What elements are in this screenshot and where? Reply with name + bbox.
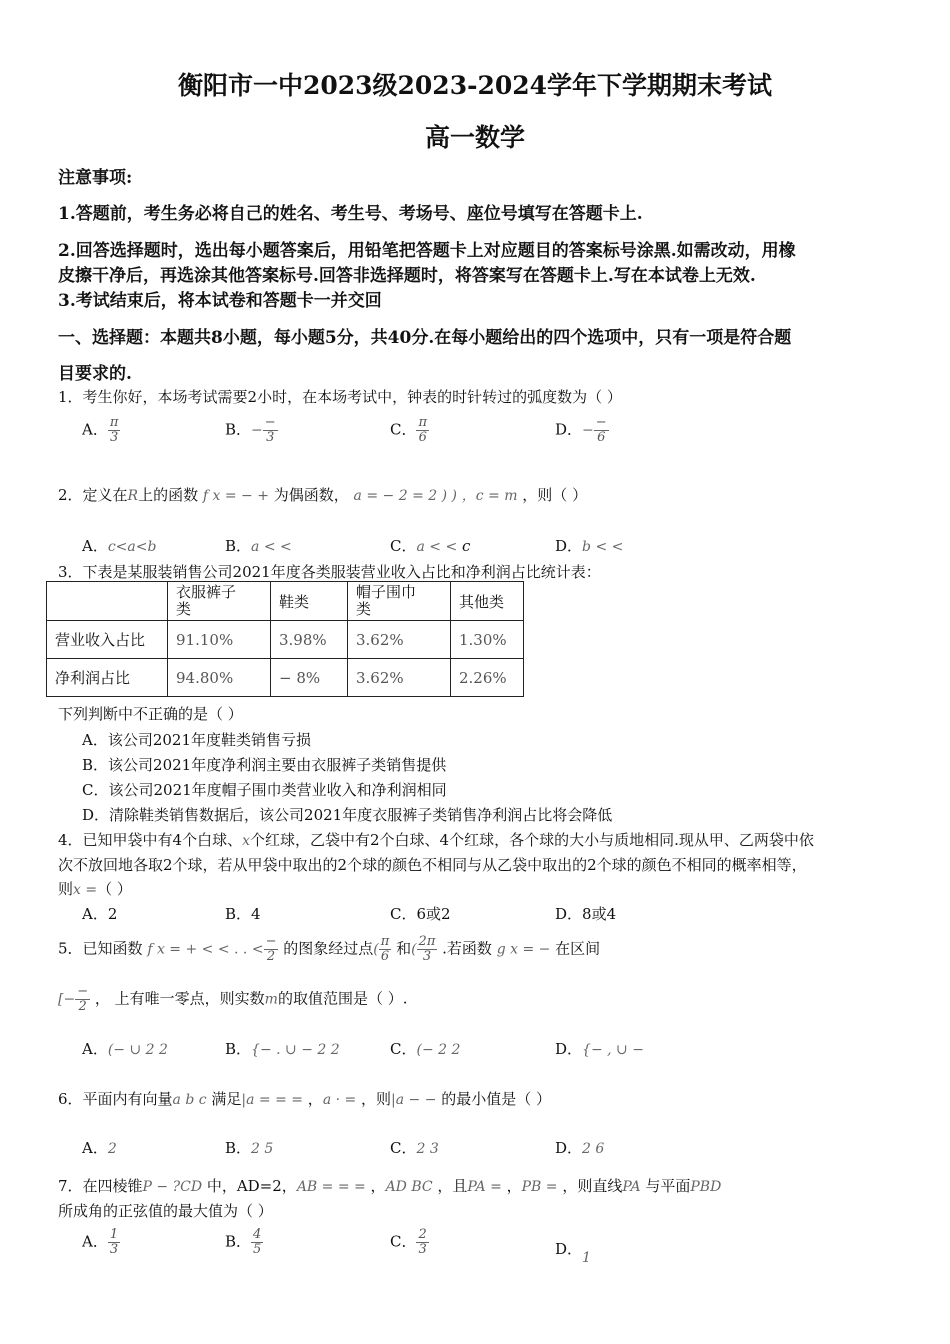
table-row (47, 621, 524, 659)
q5-option-a: A．(− ∪ 2 2 (82, 1040, 168, 1058)
q6-option-a: A．2 (82, 1139, 117, 1157)
q5-option-b: B．{− . ∪ − 2 2 (225, 1040, 340, 1058)
table-header-cell (47, 582, 168, 621)
table-row (47, 659, 524, 697)
table-cell: − 8% (271, 659, 348, 697)
section-heading-line2: 目要求的. (58, 364, 132, 384)
table-header-cell: 衣服裤子 类 (168, 582, 271, 621)
section-heading-line1: 一、选择题：本题共8小题，每小题5分，共40分.在每小题给出的四个选项中，只有一项是符合题 (58, 328, 792, 348)
q3-option-d: D．清除鞋类销售数据后，该公司2021年度衣服裤子类销售净利润占比将会降低 (82, 806, 613, 824)
q7-option-a: A． $\frac{1}{3}$ (82, 1227, 119, 1257)
q4-line2: 次不放回地各取2个球，若从甲袋中取出的2个球的颜色不相同与从乙袋中取出的2个球的颜色不相同的概率相等， (58, 856, 807, 874)
q3-question: 下列判断中不正确的是（ ） (58, 705, 243, 723)
q6-option-b: B．2 5 (225, 1139, 274, 1157)
q4-line1: 4．已知甲袋中有4个白球、x个红球，乙袋中有2个白球、4个红球，各个球的大小与质地相同.现从甲、乙两袋中依 (58, 831, 814, 849)
q2-stem: 2．定义在R上的函数 f x = − + 为偶函数， a = − 2 = 2 ) ) ，c = m ，则（ ） (58, 486, 588, 504)
notice-heading: 注意事项: (58, 168, 133, 188)
table-cell: 3.62% (348, 659, 451, 697)
q1-option-b: B．− $\frac{-}{3}$ (225, 415, 276, 445)
table-cell: 营业收入占比 (47, 621, 168, 659)
q5-option-c: C．(− 2 2 (390, 1040, 461, 1058)
table-header-row (47, 582, 524, 621)
subject-title: 高一数学 (424, 123, 525, 152)
table-cell: 2.26% (451, 659, 524, 697)
q2-option-b: B．a < < (225, 537, 292, 555)
q5-option-d: D．{− , ∪ − (555, 1040, 644, 1058)
q1-option-d: D．− $\frac{-}{6}$ (555, 415, 607, 445)
table-cell: 94.80% (168, 659, 271, 697)
q4-option-d: D．8或4 (555, 905, 617, 923)
q7-option-b: B． $\frac{4}{5}$ (225, 1227, 262, 1257)
q4-option-a: A．2 (82, 905, 118, 923)
q1-stem: 1．考生你好，本场考试需要2小时，在本场考试中，钟表的时针转过的弧度数为（ ） (58, 388, 622, 406)
table-cell: 净利润占比 (47, 659, 168, 697)
q2-option-c: C．a < < c (390, 537, 471, 555)
q7-option-c: C． $\frac{2}{3}$ (390, 1227, 427, 1257)
table-cell: 3.62% (348, 621, 451, 659)
table-cell: 91.10% (168, 621, 271, 659)
table-header-cell: 鞋类 (271, 582, 348, 621)
table-cell: 3.98% (271, 621, 348, 659)
q4-option-b: B．4 (225, 905, 261, 923)
q3-stem: 3．下表是某服装销售公司2021年度各类服装营业收入占比和净利润占比统计表： (58, 563, 601, 581)
q1-option-a: A． $\frac{\pi}{3}$ (82, 415, 119, 445)
notice-item-1: 1.答题前，考生务必将自己的姓名、考生号、考场号、座位号填写在答题卡上. (58, 204, 643, 224)
q5-line1: 5．已知函数 f x = + < < . . < $\frac{-}{2}$ 的图象经过点( $\frac{\pi}{6}$ 和( $\frac{2\pi}{3}$ .若函数 g x = − 在区间 (58, 934, 601, 964)
q2-option-a: A．c<a<b (82, 537, 157, 555)
exam-title: 衡阳市一中2023级2023-2024学年下学期期末考试 (177, 71, 773, 100)
q4-option-c: C．6或2 (390, 905, 451, 923)
q7-stem: 7．在四棱锥P − ?CD 中，AD=2，AB = = = ，AD BC ，且PA = ，PB = ，则直线PA 与平面PBD (58, 1177, 722, 1195)
q6-option-c: C．2 3 (390, 1139, 439, 1157)
q6-option-d: D．2 6 (555, 1139, 605, 1157)
q2-option-d: D．b < < (555, 537, 624, 555)
notice-item-3: 3.考试结束后，将本试卷和答题卡一并交回 (58, 291, 382, 311)
q7-option-d: D．1 (555, 1240, 591, 1266)
q3-option-c: C．该公司2021年度帽子围巾类营业收入和净利润相同 (82, 781, 447, 799)
q1-option-c: C． $\frac{\pi}{6}$ (390, 415, 428, 445)
q3-statistics-table (46, 581, 524, 697)
table-cell: 1.30% (451, 621, 524, 659)
q3-option-a: A．该公司2021年度鞋类销售亏损 (82, 731, 312, 749)
notice-item-2-line1: 2.回答选择题时，选出每小题答案后，用铅笔把答题卡上对应题目的答案标号涂黑.如需改动，用橡 (58, 241, 796, 261)
q4-line3: 则x =（ ） (58, 880, 132, 898)
q3-option-b: B．该公司2021年度净利润主要由衣服裤子类销售提供 (82, 756, 447, 774)
table-header-cell: 帽子围巾 类 (348, 582, 451, 621)
q5-line2: [− $\frac{-}{2}$ ， 上有唯一零点，则实数m的取值范围是（ ）. (58, 984, 408, 1014)
q6-stem: 6．平面内有向量a b c 满足|a = = = ，a · = ，则|a − − 的最小值是（ ） (58, 1090, 552, 1108)
q7-line2: 所成角的正弦值的最大值为（ ） (58, 1202, 273, 1220)
notice-item-2-line2: 皮擦干净后，再选涂其他答案标号.回答非选择题时，将答案写在答题卡上.写在本试卷上无效. (58, 266, 756, 286)
table-header-cell: 其他类 (451, 582, 524, 621)
